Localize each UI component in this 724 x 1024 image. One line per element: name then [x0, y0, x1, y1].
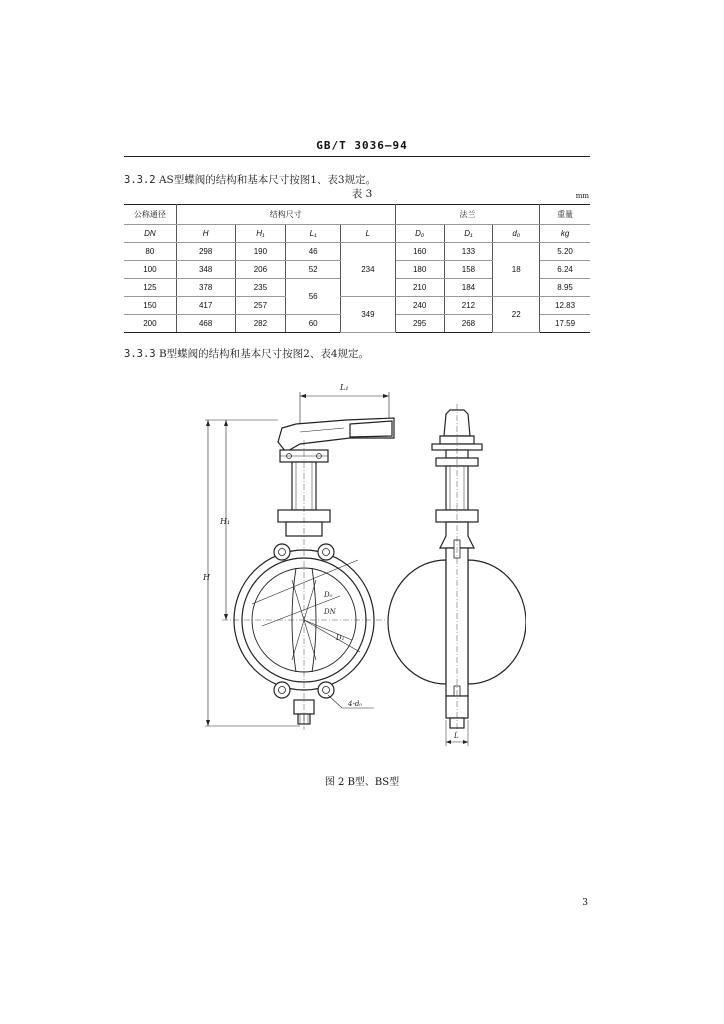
- cell-d0: 295: [395, 315, 444, 333]
- front-view: [202, 383, 394, 730]
- paragraph-3-3-3: [124, 346, 369, 361]
- cell-l1: 46: [286, 243, 341, 261]
- cell-d0: 180: [395, 261, 444, 279]
- cell-d0-holes: 18: [493, 243, 540, 297]
- table-unit: mm: [575, 192, 589, 200]
- cell-d0-holes: 22: [493, 297, 540, 333]
- cell-h: 468: [176, 315, 235, 333]
- cell-d0: 240: [395, 297, 444, 315]
- section-text: AS型蝶阀的结构和基本尺寸按图1、表3规定。: [158, 174, 377, 186]
- header-d1: D₁: [444, 225, 493, 243]
- label-l1: L₁: [340, 383, 349, 392]
- label-h1: H₁: [220, 517, 231, 526]
- cell-d0: 160: [395, 243, 444, 261]
- cell-dn: 100: [124, 261, 176, 279]
- header-l: L: [341, 225, 396, 243]
- header-h1: H₁: [235, 225, 286, 243]
- cell-dn: 150: [124, 297, 176, 315]
- cell-d1: 184: [444, 279, 493, 297]
- cell-kg: 17.59: [540, 315, 590, 333]
- cell-kg: 8.95: [540, 279, 590, 297]
- section-number: 3.3.2: [124, 174, 156, 186]
- cell-dn: 125: [124, 279, 176, 297]
- cell-l1: 60: [286, 315, 341, 333]
- cell-d1: 158: [444, 261, 493, 279]
- cell-d1: 212: [444, 297, 493, 315]
- cell-kg: 12.83: [540, 297, 590, 315]
- table-header-row: [124, 205, 590, 225]
- side-view: [388, 404, 526, 746]
- table-title: 表 3: [351, 188, 373, 200]
- header-d0: D₀: [395, 225, 444, 243]
- cell-h: 417: [176, 297, 235, 315]
- cell-d0: 210: [395, 279, 444, 297]
- header-kg: kg: [540, 225, 590, 243]
- header-d0-holes: d₀: [493, 225, 540, 243]
- cell-h: 378: [176, 279, 235, 297]
- label-d1: D₁: [336, 634, 345, 642]
- cell-h1: 206: [235, 261, 286, 279]
- cell-h: 348: [176, 261, 235, 279]
- cell-l1: 52: [286, 261, 341, 279]
- cell-l: 234: [341, 243, 396, 297]
- header-nominal-size: 公称通径: [124, 205, 176, 225]
- cell-kg: 6.24: [540, 261, 590, 279]
- cell-h1: 282: [235, 315, 286, 333]
- table-row: [124, 243, 590, 261]
- header-h: H: [176, 225, 235, 243]
- standard-header: GB/T 3036—94: [316, 139, 408, 152]
- header-rule: [124, 156, 590, 157]
- cell-h: 298: [176, 243, 235, 261]
- label-l: L: [454, 732, 459, 740]
- valve-drawing: [196, 372, 526, 762]
- cell-h1: 235: [235, 279, 286, 297]
- page-number: 3: [582, 898, 588, 908]
- header-l1: L₁: [286, 225, 341, 243]
- cell-dn: 80: [124, 243, 176, 261]
- header-weight: 重量: [540, 205, 590, 225]
- figure-caption: 图 2 B型、BS型: [324, 777, 400, 788]
- header-structure: 结构尺寸: [176, 205, 395, 225]
- cell-d1: 268: [444, 315, 493, 333]
- paragraph-3-3-2: [124, 172, 376, 187]
- section-text: B型蝶阀的结构和基本尺寸按图2、表4规定。: [158, 348, 370, 360]
- cell-dn: 200: [124, 315, 176, 333]
- cell-h1: 257: [235, 297, 286, 315]
- header-dn: DN: [124, 225, 176, 243]
- cell-l: 349: [341, 297, 396, 333]
- table-row: [124, 297, 590, 315]
- section-number: 3.3.3: [124, 348, 156, 360]
- dimension-table: [124, 204, 590, 333]
- header-flange: 法兰: [395, 205, 539, 225]
- table-subheader-row: [124, 225, 590, 243]
- label-holes: 4-d₀: [348, 700, 363, 708]
- cell-l1: 56: [286, 279, 341, 315]
- label-dn: DN: [324, 608, 336, 616]
- label-d0: D₀: [324, 591, 333, 599]
- cell-d1: 133: [444, 243, 493, 261]
- label-h: H: [203, 573, 210, 582]
- cell-kg: 5.20: [540, 243, 590, 261]
- cell-h1: 190: [235, 243, 286, 261]
